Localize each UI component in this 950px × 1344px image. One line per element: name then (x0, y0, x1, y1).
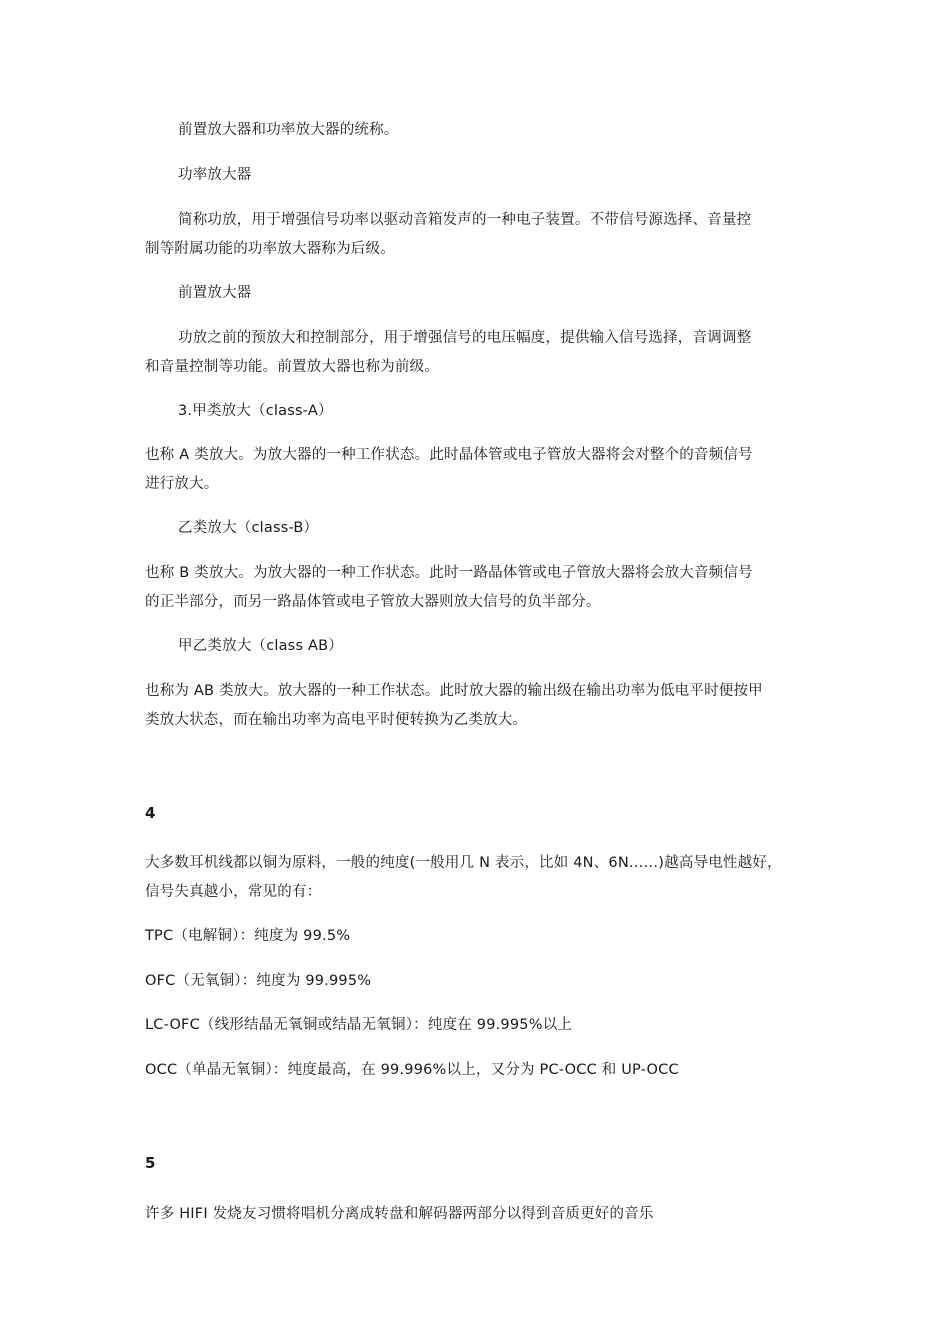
paragraph-class-ab-line-1: 也称为 AB 类放大。放大器的一种工作状态。此时放大器的输出级在输出功率为低电平时便按甲 (145, 683, 763, 699)
term-power-amplifier: 功率放大器 (178, 167, 252, 183)
paragraph-class-ab-line-2: 类放大状态，而在输出功率为高电平时便转换为乙类放大。 (145, 712, 528, 728)
paragraph-class-b-line-2: 的正半部分，而另一路晶体管或电子管放大器则放大信号的负半部分。 (145, 594, 601, 610)
term-preamplifier: 前置放大器 (178, 285, 252, 301)
copper-type-occ: OCC（单晶无氧铜）：纯度最高，在 99.996%以上，又分为 PC-OCC 和 UP-OCC (145, 1062, 679, 1078)
term-class-ab: 甲乙类放大（class AB） (178, 638, 343, 654)
section4-intro-line-2: 信号失真越小，常见的有： (145, 884, 322, 900)
copper-type-lc-ofc: LC-OFC（线形结晶无氧铜或结晶无氧铜）：纯度在 99.995%以上 (145, 1017, 573, 1033)
copper-type-ofc: OFC（无氧铜）：纯度为 99.995% (145, 973, 372, 989)
paragraph-power-amp-line-1: 简称功放，用于增强信号功率以驱动音箱发声的一种电子装置。不带信号源选择、音量控 (178, 212, 752, 228)
section-number-4: 4 (145, 804, 156, 822)
paragraph-class-a-line-2: 进行放大。 (145, 476, 219, 492)
paragraph-power-amp-line-2: 制等附属功能的功率放大器称为后级。 (145, 241, 395, 257)
paragraph-preamp-power-amp: 前置放大器和功率放大器的统称。 (178, 122, 399, 138)
section-number-5: 5 (145, 1154, 156, 1172)
term-class-a: 3.甲类放大（class-A） (178, 403, 333, 419)
section5-text: 许多 HIFI 发烧友习惯将唱机分离成转盘和解码器两部分以得到音质更好的音乐 (145, 1206, 654, 1222)
copper-type-tpc: TPC（电解铜）：纯度为 99.5% (145, 928, 351, 944)
paragraph-class-a-line-1: 也称 A 类放大。为放大器的一种工作状态。此时晶体管或电子管放大器将会对整个的音频信号 (145, 447, 753, 463)
term-class-b: 乙类放大（class-B） (178, 520, 319, 536)
paragraph-class-b-line-1: 也称 B 类放大。为放大器的一种工作状态。此时一路晶体管或电子管放大器将会放大音频信号 (145, 565, 753, 581)
paragraph-preamp-line-2: 和音量控制等功能。前置放大器也称为前级。 (145, 359, 439, 375)
paragraph-preamp-line-1: 功放之前的预放大和控制部分，用于增强信号的电压幅度，提供输入信号选择，音调调整 (178, 330, 752, 346)
section4-intro-line-1: 大多数耳机线都以铜为原料，一般的纯度(一般用几 N 表示，比如 4N、6N……)越高导电性越好， (145, 855, 782, 871)
